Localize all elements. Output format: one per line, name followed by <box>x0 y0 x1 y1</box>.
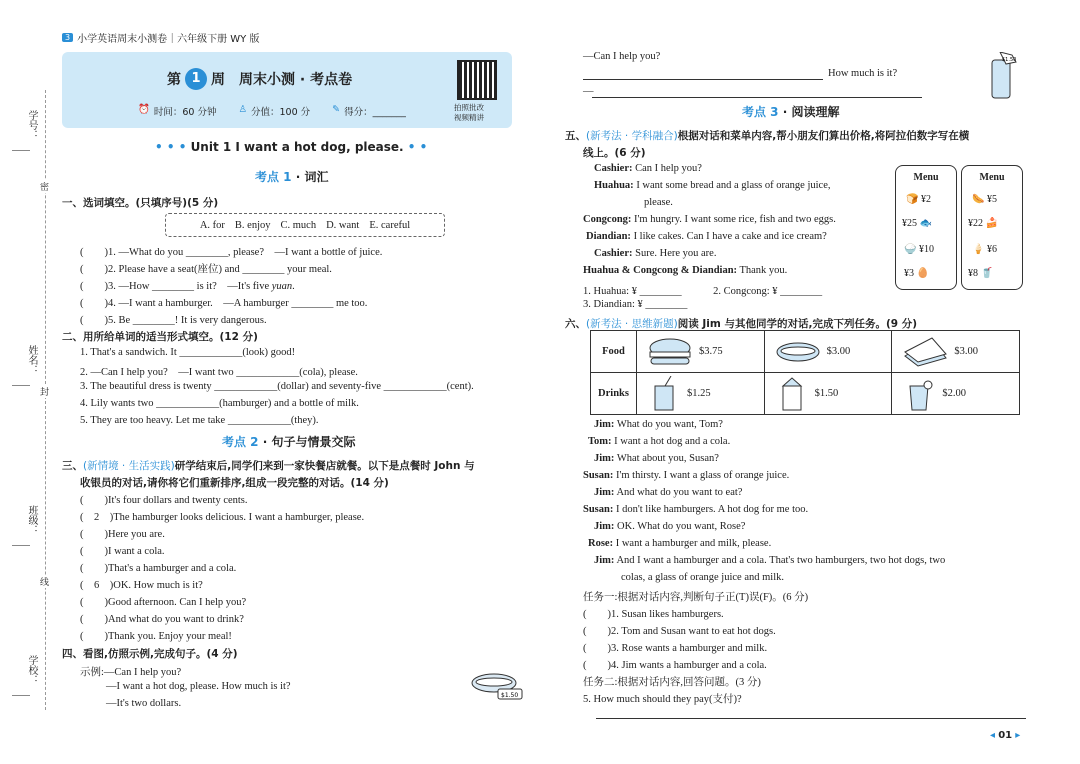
juice-item: ¥8 🥤 <box>968 268 993 279</box>
s3-line: ( )I want a cola. <box>80 546 165 557</box>
price-tag: $1.50 <box>1002 57 1017 63</box>
price-table <box>590 330 1020 415</box>
page-title: 第 1 周 周末小测 · 考点卷 <box>167 68 352 90</box>
s1-q4: ( )4. —I want a hamburger. —A hamburger ________ me too. <box>80 298 368 309</box>
word-bank: A. for B. enjoy C. much D. want E. careful <box>165 213 445 237</box>
tf-item: ( )1. Susan likes hamburgers. <box>583 609 724 620</box>
s2-q5: 5. They are too heavy. Let me take ____________(they). <box>80 415 319 426</box>
task1-title: 任务一:根据对话内容,判断句子正(T)误(F)。(6 分) <box>583 592 809 603</box>
hamburger-icon <box>647 336 693 368</box>
s5-answer-1: 1. Huahua: ¥ ________ 2. Congcong: ¥ ________ <box>583 286 823 297</box>
s6-dialogue-line: Tom: I want a hot dog and a cola. <box>588 436 731 447</box>
s5-dialogue-line: Huahua: I want some bread and a glass of orange juice, <box>594 180 831 191</box>
milk-carton-icon <box>775 376 809 412</box>
series-badge: 3 <box>62 33 73 42</box>
hot-dog-price: $3.00 <box>826 346 851 357</box>
row-header-drinks: Drinks <box>591 373 637 415</box>
task2-title: 任务二:根据对话内容,回答问题。(3 分) <box>583 677 761 688</box>
rice-item: 🍚 ¥10 <box>904 244 934 255</box>
table-row <box>591 331 1020 373</box>
s5-dialogue-line: Diandian: I like cakes. Can I have a cake and ice cream? <box>586 231 827 242</box>
s3-line: ( )Thank you. Enjoy your meal! <box>80 631 232 642</box>
hotdog-item: 🌭 ¥5 <box>972 194 997 205</box>
s6-dialogue-line: Susan: I don't like hamburgers. A hot dog for me too. <box>583 504 809 515</box>
s1-q2: ( )2. Please have a seat(座位) and ________ your meal. <box>80 264 332 275</box>
s5-dialogue-line: Congcong: I'm hungry. I want some rice, fish and two eggs. <box>583 214 836 225</box>
s3-line: ( )And what do you want to drink? <box>80 614 244 625</box>
menu-illustration <box>895 165 1025 290</box>
s5-dialogue-line: Cashier: Sure. Here you are. <box>594 248 717 259</box>
s4-reply-3: — <box>583 86 594 97</box>
price-tag: $1.50 <box>501 692 519 699</box>
s1-q3: ( )3. —How ________ is it? —It's five yuan. <box>80 281 295 292</box>
series-header <box>62 30 259 45</box>
s3-line: ( )Here you are. <box>80 529 165 540</box>
tf-item: ( )4. Jim wants a hamburger and a cola. <box>583 660 767 671</box>
sandwich-price: $3.00 <box>954 346 978 357</box>
s3-line: ( 2 )The hamburger looks delicious. I want a hamburger, please. <box>80 512 365 523</box>
task2-question: 5. How much should they pay(支付)? <box>583 694 742 705</box>
s3-title-2: 收银员的对话,请你将它们重新排序,组成一段完整的对话。(14 分) <box>80 477 389 489</box>
s5-dialogue-line: Huahua & Congcong & Diandian: Thank you. <box>583 265 788 276</box>
s4-example-1: 示例:—Can I help you? <box>80 667 182 678</box>
qr-code[interactable] <box>457 60 497 100</box>
s6-dialogue-line: Jim: OK. What do you want, Rose? <box>594 521 746 532</box>
s6-dialogue-line: Jim: And what do you want to eat? <box>594 487 743 498</box>
class-label: 班级： <box>26 505 37 535</box>
s3-line: ( )That's a hamburger and a cola. <box>80 563 237 574</box>
s5-answer-3: 3. Diandian: ¥ ________ <box>583 299 688 310</box>
time-limit: 时间：60 分钟 <box>153 107 217 118</box>
icecream-item: 🍦 ¥6 <box>972 244 997 255</box>
page-number: ◂ 01 ▸ <box>990 730 1021 741</box>
exam-meta <box>138 104 406 118</box>
s1-q5: ( )5. Be ________! It is very dangerous. <box>80 315 267 326</box>
s2-q4: 4. Lily wants two ____________(hamburger) and a bottle of milk. <box>80 398 359 409</box>
section-heading-kp2: 考点 2 · 句子与情景交际 <box>222 435 356 449</box>
title-banner <box>62 52 512 128</box>
name-label: 姓名： <box>26 345 37 375</box>
s6-dialogue-line: Susan: I'm thirsty. I want a glass of orange juice. <box>583 470 790 481</box>
sandwich-icon <box>902 336 948 368</box>
section-heading-kp3: 考点 3 · 阅读理解 <box>742 105 840 119</box>
bread-item: 🍞 ¥2 <box>906 194 931 205</box>
total-score: 分值：100 分 <box>250 107 311 118</box>
hot-dog-icon <box>470 665 525 705</box>
s3-title: 三、(新情境 · 生活实践)研学结束后,同学们来到一家快餐店就餐。以下是点餐时 John 与 <box>62 460 475 472</box>
s5-title: 五、(新考法 · 学科融合)根据对话和菜单内容,帮小朋友们算出价格,将阿拉伯数字写在横 <box>565 130 970 142</box>
s3-line: ( 6 )OK. How much is it? <box>80 580 203 591</box>
s4-example-3: —It's two dollars. <box>106 698 182 709</box>
s5-dialogue-line: please. <box>644 197 673 208</box>
s6-dialogue-line: colas, a glass of orange juice and milk. <box>621 572 784 583</box>
s4-title: 四、看图,仿照示例,完成句子。(4 分) <box>62 648 238 660</box>
clock-icon: ⏰ <box>138 104 150 115</box>
s2-q3: 3. The beautiful dress is twenty ____________(dollar) and seventy-five ____________(cent). <box>80 381 474 392</box>
egg-item: ¥3 🥚 <box>904 268 929 279</box>
s6-dialogue-line: Jim: What do you want, Tom? <box>594 419 723 430</box>
s1-q1: ( )1. —What do you ________, please? —I want a bottle of juice. <box>80 247 383 258</box>
tf-item: ( )3. Rose wants a hamburger and milk. <box>583 643 768 654</box>
menu-title: Menu <box>979 172 1005 183</box>
cola-cup-icon <box>647 376 681 412</box>
s5-title-2: 线上。(6 分) <box>583 147 646 159</box>
hamburger-price: $3.75 <box>699 346 723 357</box>
unit-title: • • • Unit 1 I want a hot dog, please. • • <box>155 140 428 154</box>
school-label: 学校： <box>26 655 37 685</box>
binding-gutter <box>0 0 62 764</box>
s4-reply-2: How much is it? <box>828 68 898 79</box>
row-header-food: Food <box>591 331 637 373</box>
section-heading-kp1: 考点 1 · 词汇 <box>255 170 329 184</box>
s4-example-2: —I want a hot dog, please. How much is it? <box>106 681 291 692</box>
s6-dialogue-line: Rose: I want a hamburger and milk, please. <box>588 538 772 549</box>
s2-title: 二、用所给单词的适当形式填空。(12 分) <box>62 331 258 343</box>
pencil-icon: ✎ <box>332 104 341 115</box>
s4-reply-1: —Can I help you? <box>583 51 661 62</box>
s3-line: ( )Good afternoon. Can I help you? <box>80 597 247 608</box>
week-number: 1 <box>185 68 207 90</box>
tf-item: ( )2. Tom and Susan want to eat hot dogs. <box>583 626 776 637</box>
milk-price: $1.50 <box>814 388 839 399</box>
s5-dialogue-line: Cashier: Can I help you? <box>594 163 702 174</box>
s3-line: ( )It's four dollars and twenty cents. <box>80 495 248 506</box>
student-id-label: 学号： <box>26 110 37 140</box>
hot-dog-icon <box>775 336 821 368</box>
cake-item: ¥22 🍰 <box>968 218 998 229</box>
score-field[interactable]: 得分：_______ <box>344 107 406 118</box>
seal-mark: 密 <box>40 180 49 193</box>
s1-title: 一、选词填空。(只填序号)(5 分) <box>62 197 219 209</box>
s2-q1: 1. That's a sandwich. It ____________(look) good! <box>80 347 296 358</box>
juice-price: $2.00 <box>942 388 966 399</box>
seal-mark: 封 <box>40 385 49 398</box>
seal-mark: 线 <box>40 575 49 588</box>
cola-can-icon <box>988 52 1018 102</box>
fish-item: ¥25 🐟 <box>902 218 932 229</box>
menu-title: Menu <box>913 172 939 183</box>
qr-caption: 拍照批改 视频精讲 <box>454 103 484 122</box>
s6-dialogue-line: Jim: And I want a hamburger and a cola. That's two hamburgers, two hot dogs, two <box>594 555 946 566</box>
s6-dialogue-line: Jim: What about you, Susan? <box>594 453 719 464</box>
person-icon: ♙ <box>238 104 247 115</box>
s2-q2: 2. —Can I help you? —I want two ____________(cola), please. <box>80 367 358 378</box>
orange-juice-icon <box>902 376 936 412</box>
cola-price: $1.25 <box>687 388 711 399</box>
series-title: 小学英语周末小测卷｜六年级下册 WY 版 <box>77 34 260 45</box>
table-row <box>591 373 1020 415</box>
s6-title: 六、(新考法 · 思维新题)阅读 Jim 与其他同学的对话,完成下列任务。(9 分) <box>565 318 918 330</box>
